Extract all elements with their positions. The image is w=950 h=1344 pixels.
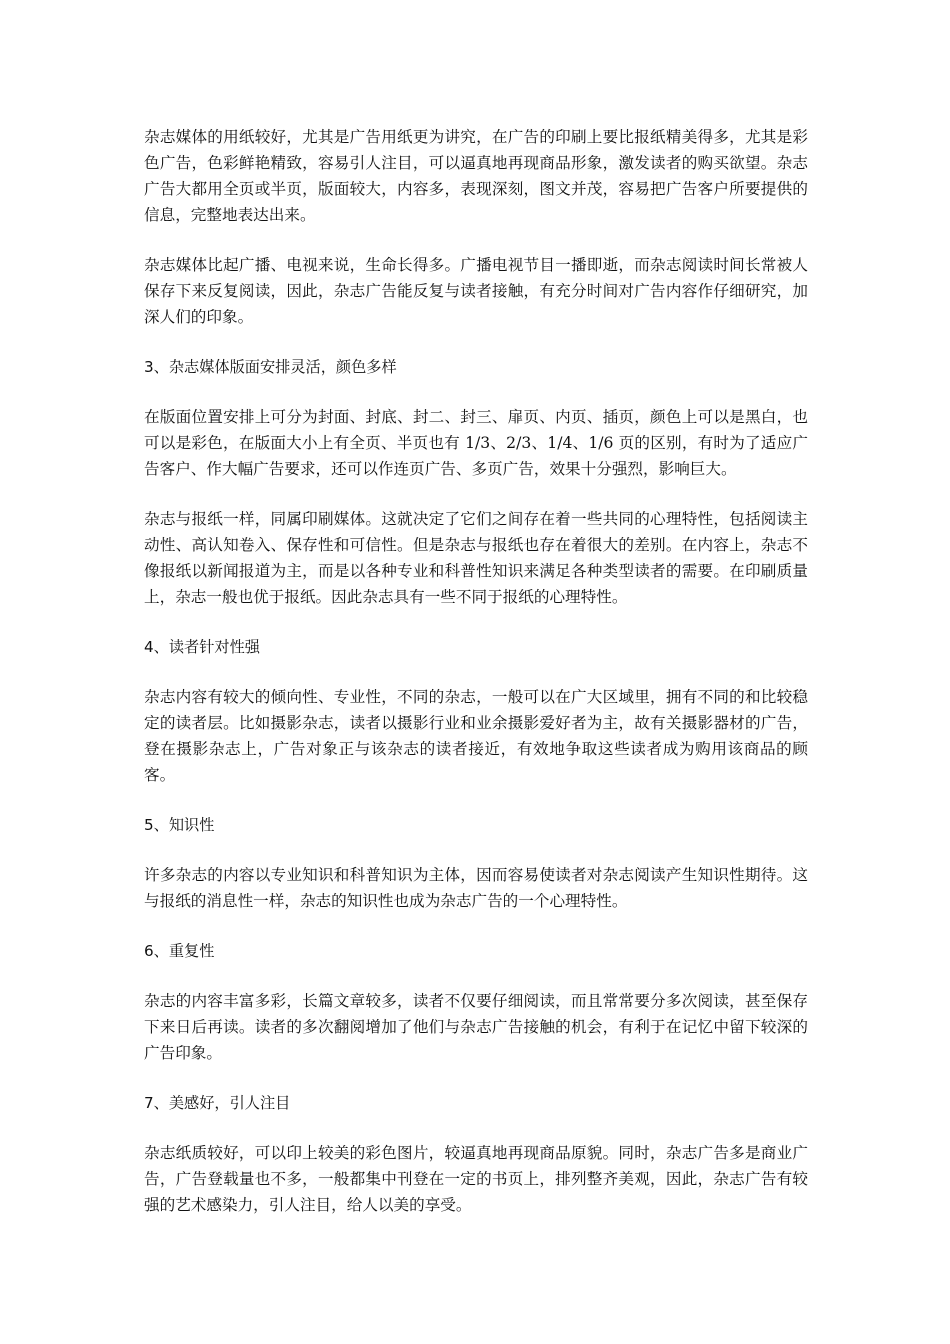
paragraph-repetition: 杂志的内容丰富多彩，长篇文章较多，读者不仅要仔细阅读，而且常常要分多次阅读，甚至保存下来日后再读。读者的多次翻阅增加了他们与杂志广告接触的机会，有利于在记忆中留下较深的广告印象。: [144, 992, 808, 1062]
paragraph-paper-quality: 杂志媒体的用纸较好，尤其是广告用纸更为讲究，在广告的印刷上要比报纸精美得多，尤其是彩色广告，色彩鲜艳精致，容易引人注目，可以逼真地再现商品形象，激发读者的购买欲望。杂志广告大都用全页或半页，版面较大，内容多，表现深刻，图文并茂，容易把广告客户所要提供的信息，完整地表达出来。: [144, 128, 808, 224]
paragraph-print-media: 杂志与报纸一样，同属印刷媒体。这就决定了它们之间存在着一些共同的心理特性，包括阅读主动性、高认知卷入、保存性和可信性。但是杂志与报纸也存在着很大的差别。在内容上，杂志不像报纸以新闻报道为主，而是以各种专业和科普性知识来满足各种类型读者的需要。在印刷质量上，杂志一般也优于报纸。因此杂志具有一些不同于报纸的心理特性。: [144, 510, 808, 606]
paragraph-long-life: 杂志媒体比起广播、电视来说，生命长得多。广播电视节目一播即逝，而杂志阅读时间长常被人保存下来反复阅读，因此，杂志广告能反复与读者接触，有充分时间对广告内容作仔细研究，加深人们的印象。: [144, 256, 808, 326]
paragraph-aesthetics: 杂志纸质较好，可以印上较美的彩色图片，较逼真地再现商品原貌。同时，杂志广告多是商业广告，广告登载量也不多，一般都集中刊登在一定的书页上，排列整齐美观，因此，杂志广告有较强的艺术感染力，引人注目，给人以美的享受。: [144, 1144, 808, 1214]
paragraph-layout-options: 在版面位置安排上可分为封面、封底、封二、封三、扉页、内页、插页，颜色上可以是黑白，也可以是彩色，在版面大小上有全页、半页也有 1/3、2/3、1/4、1/6 页的区别，有时为了适应广告客户、作大幅广告要求，还可以作连页广告、多页广告，效果十分强烈，影响巨大。: [144, 408, 808, 478]
section-heading-4: 4、读者针对性强: [144, 638, 260, 656]
document-page: [144, 124, 808, 1242]
paragraph-knowledge: 许多杂志的内容以专业知识和科普知识为主体，因而容易使读者对杂志阅读产生知识性期待。这与报纸的消息性一样，杂志的知识性也成为杂志广告的一个心理特性。: [144, 866, 808, 910]
section-heading-6: 6、重复性: [144, 942, 215, 960]
section-heading-3: 3、杂志媒体版面安排灵活，颜色多样: [144, 358, 397, 376]
section-heading-5: 5、知识性: [144, 816, 215, 834]
section-heading-7: 7、美感好，引人注目: [144, 1094, 291, 1112]
paragraph-targeted-readers: 杂志内容有较大的倾向性、专业性，不同的杂志，一般可以在广大区域里，拥有不同的和比较稳定的读者层。比如摄影杂志，读者以摄影行业和业余摄影爱好者为主，故有关摄影器材的广告，登在摄影杂志上，广告对象正与该杂志的读者接近，有效地争取这些读者成为购用该商品的顾客。: [144, 688, 808, 784]
